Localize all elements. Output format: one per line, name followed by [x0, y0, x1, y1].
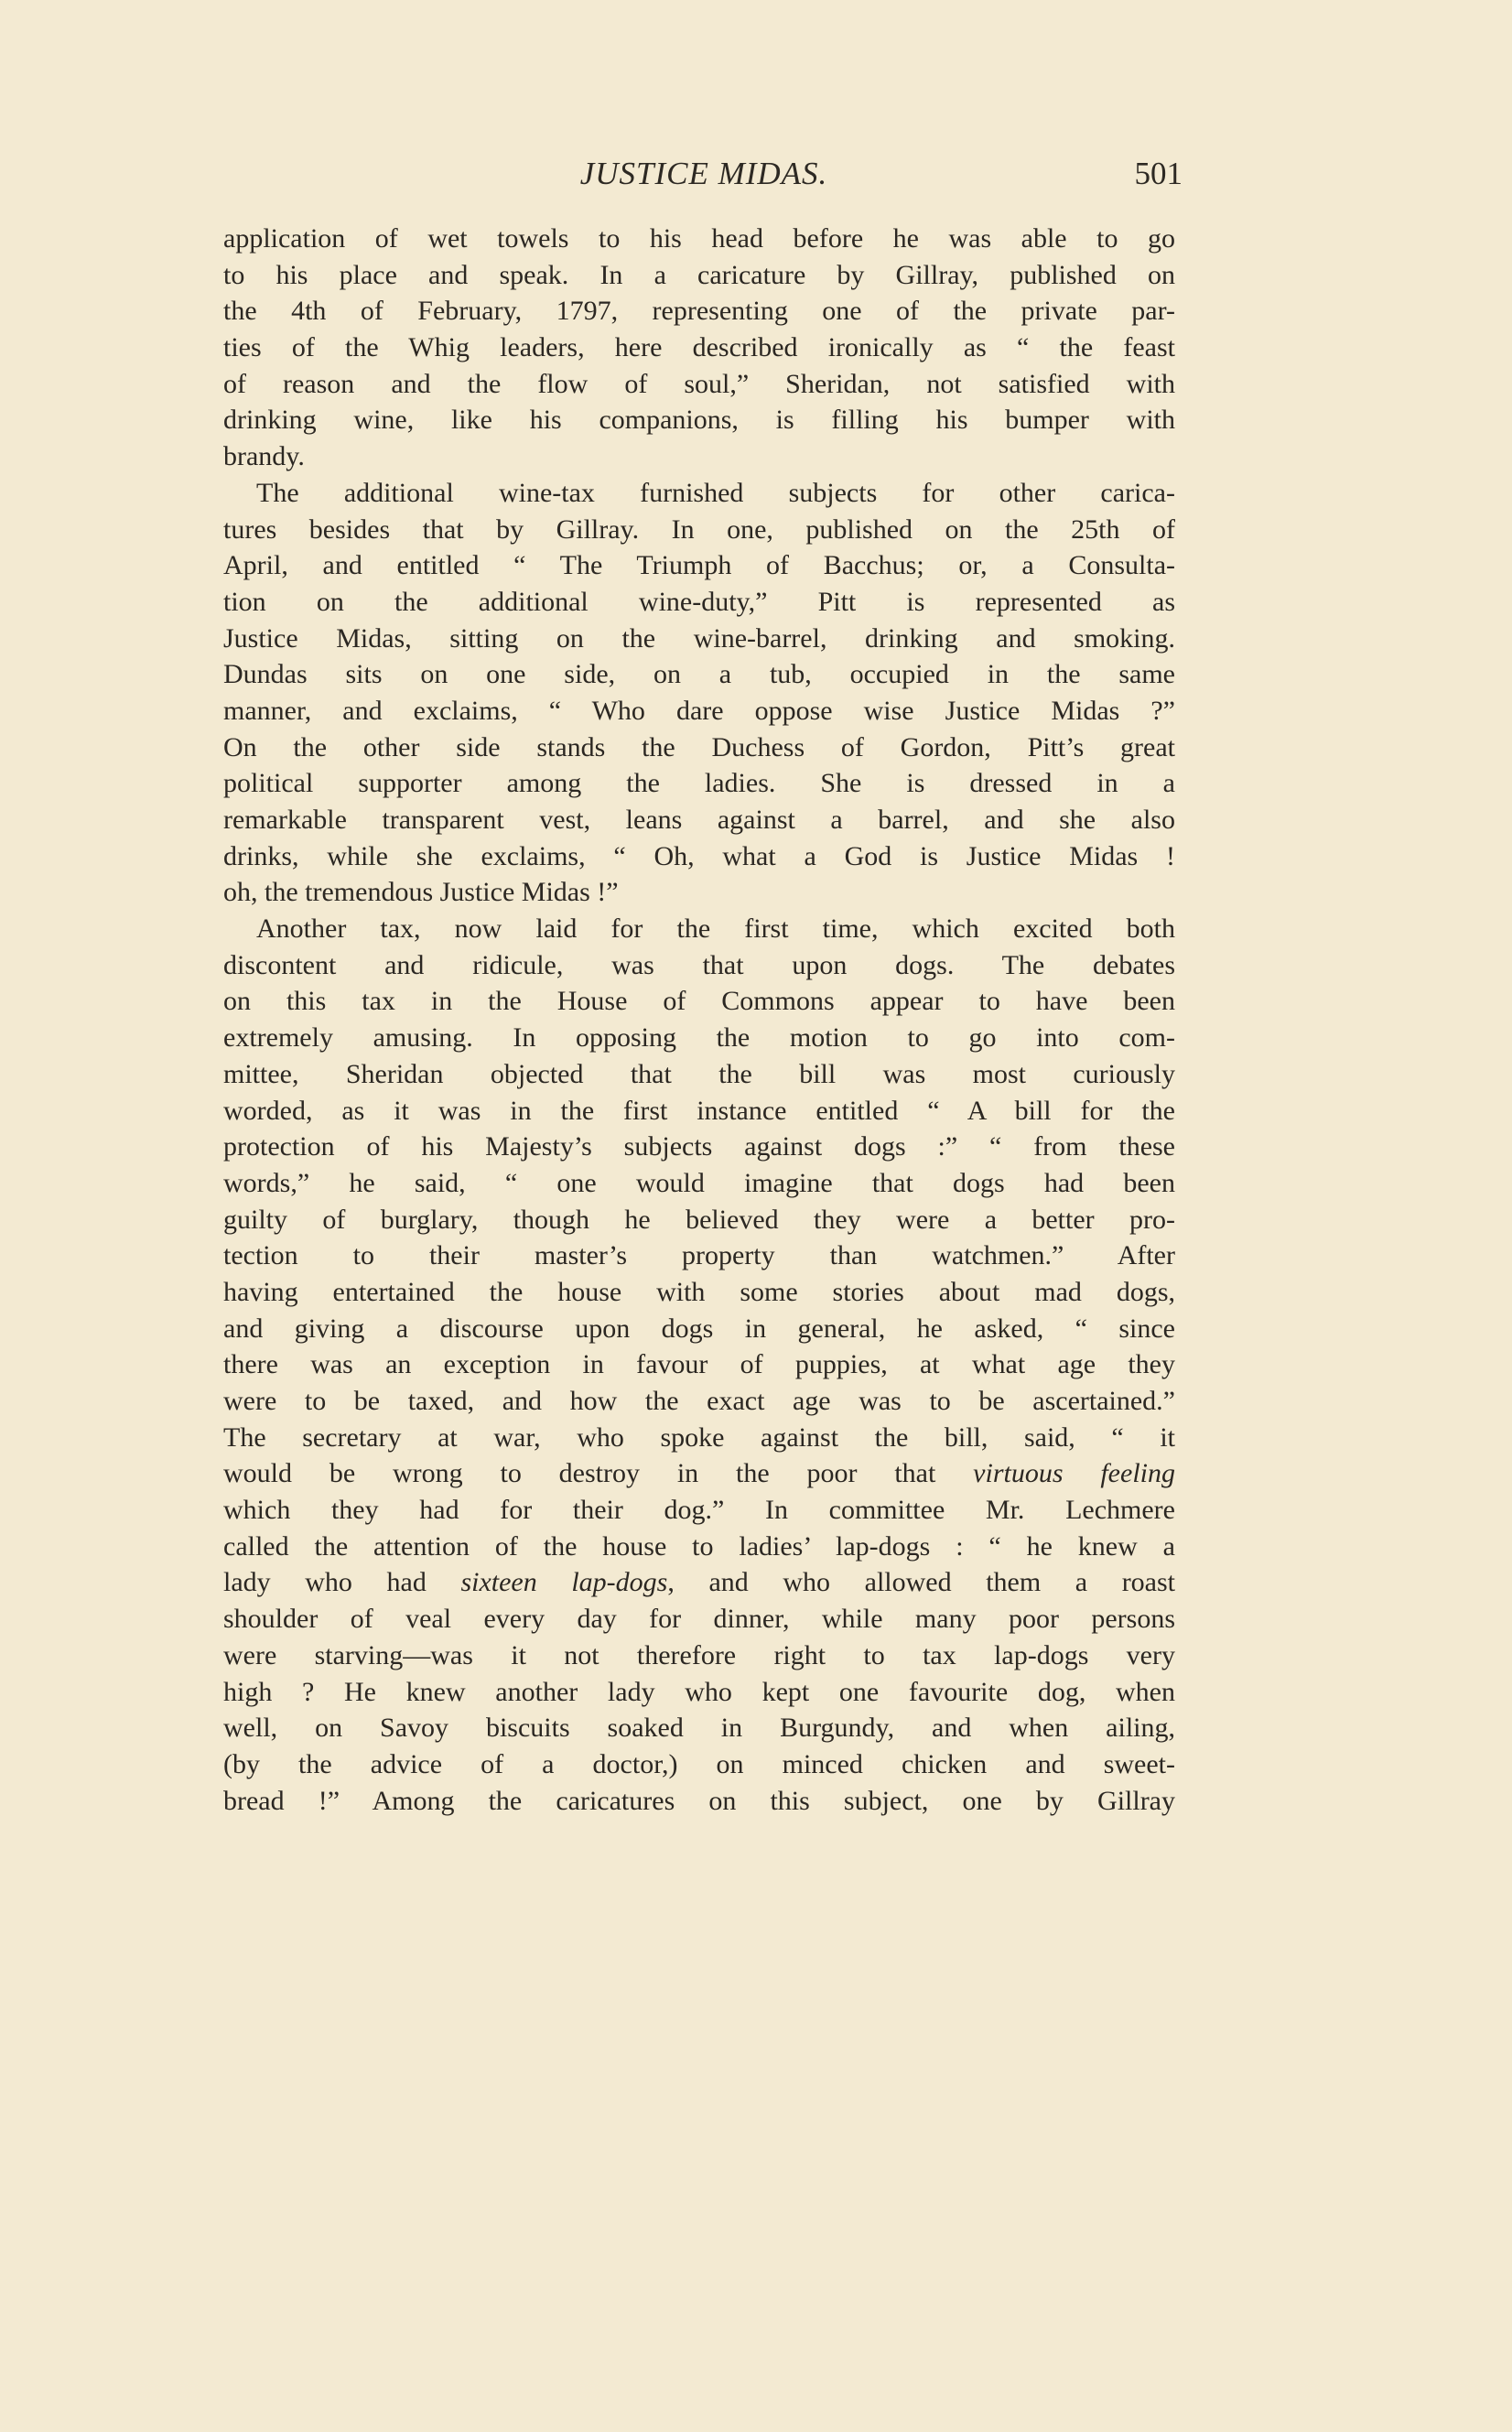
- text-segment: to his place and speak. In a caricature by Gillray, published on: [223, 259, 1175, 290]
- text-line: [223, 1601, 1175, 1638]
- text-line: [223, 1238, 1175, 1274]
- text-segment: brandy.: [223, 441, 305, 472]
- text-segment: political supporter among the ladies. She is dressed in a: [223, 768, 1175, 799]
- text-line: [223, 1311, 1175, 1347]
- text-line: [223, 1346, 1175, 1383]
- text-line: [223, 693, 1175, 730]
- text-segment: , and who allowed them a roast: [667, 1567, 1176, 1598]
- text-line: [223, 765, 1175, 802]
- text-segment: Justice Midas, sitting on the wine-barrel, drinking and smoking.: [223, 622, 1175, 654]
- body-text: [223, 221, 1175, 1819]
- text-segment: on this tax in the House of Commons appear to have been: [223, 986, 1175, 1017]
- text-line: [223, 1492, 1175, 1529]
- text-line: [223, 1274, 1175, 1311]
- text-segment: extremely amusing. In opposing the motion to go into com-: [223, 1022, 1175, 1054]
- text-segment: The additional wine-tax furnished subjects for other carica-: [256, 477, 1175, 508]
- text-segment: having entertained the house with some stories about mad dogs,: [223, 1276, 1175, 1307]
- text-segment: Another tax, now laid for the first time, which excited both: [256, 913, 1175, 945]
- text-line: [223, 1710, 1175, 1746]
- text-line: [223, 802, 1175, 838]
- text-line: [223, 1783, 1175, 1820]
- text-line: [223, 257, 1175, 294]
- page-header: [225, 156, 1183, 211]
- text-segment: ties of the Whig leaders, here described ironically as “ the feast: [223, 332, 1175, 363]
- text-segment: there was an exception in favour of puppies, at what age they: [223, 1349, 1175, 1380]
- text-segment: bread !” Among the caricatures on this subject, one by Gillray: [223, 1785, 1175, 1816]
- text-segment: would be wrong to destroy in the poor that: [223, 1458, 974, 1489]
- text-line: [223, 1455, 1175, 1492]
- text-line: [223, 1420, 1175, 1456]
- text-line: [223, 366, 1175, 403]
- text-line: [223, 1020, 1175, 1056]
- italic-text: virtuous feeling: [973, 1458, 1175, 1489]
- text-line: [223, 221, 1175, 257]
- text-line: [223, 1383, 1175, 1420]
- text-segment: which they had for their dog.” In committee Mr. Lechmere: [223, 1495, 1175, 1526]
- text-line: [223, 402, 1175, 438]
- text-line: [223, 1529, 1175, 1565]
- text-segment: April, and entitled “ The Triumph of Bacchus; or, a Consulta-: [223, 550, 1175, 581]
- text-line: [223, 330, 1175, 366]
- text-line: [223, 1746, 1175, 1783]
- text-line: [223, 438, 1175, 475]
- text-segment: application of wet towels to his head before he was able to go: [223, 223, 1175, 254]
- text-line: [223, 911, 1175, 947]
- text-line: [223, 475, 1175, 512]
- text-line: [223, 1674, 1175, 1711]
- text-segment: and giving a discourse upon dogs in general, he asked, “ since: [223, 1313, 1175, 1344]
- text-segment: discontent and ridicule, was that upon dogs. The debates: [223, 949, 1175, 980]
- text-line: [223, 838, 1175, 875]
- text-segment: the 4th of February, 1797, representing one of the private par-: [223, 296, 1175, 327]
- text-segment: remarkable transparent vest, leans against a barrel, and she also: [223, 805, 1175, 835]
- text-line: [223, 1165, 1175, 1202]
- text-segment: high ? He knew another lady who kept one favourite dog, when: [223, 1676, 1175, 1707]
- text-line: [223, 512, 1175, 548]
- text-segment: On the other side stands the Duchess of Gordon, Pitt’s great: [223, 731, 1175, 762]
- text-segment: The secretary at war, who spoke against the bill, said, “ it: [223, 1421, 1175, 1453]
- text-line: [223, 1638, 1175, 1674]
- text-segment: mittee, Sheridan objected that the bill was most curiously: [223, 1058, 1175, 1089]
- text-segment: Dundas sits on one side, on a tub, occupied in the same: [223, 659, 1175, 690]
- italic-text: sixteen lap-dogs: [460, 1567, 668, 1598]
- text-line: [223, 293, 1175, 330]
- page-number: 501: [1134, 156, 1183, 191]
- text-line: [223, 1093, 1175, 1130]
- text-segment: well, on Savoy biscuits soaked in Burgundy, and when ailing,: [223, 1713, 1175, 1744]
- text-segment: of reason and the flow of soul,” Sheridan, not satisfied with: [223, 368, 1175, 399]
- text-line: [223, 947, 1175, 984]
- text-segment: tection to their master’s property than watchmen.” After: [223, 1240, 1175, 1271]
- text-line: [223, 584, 1175, 621]
- text-segment: were starving—was it not therefore right to tax lap-dogs very: [223, 1639, 1175, 1670]
- text-line: [223, 730, 1175, 766]
- text-segment: drinks, while she exclaims, “ Oh, what a God is Justice Midas !: [223, 840, 1175, 871]
- text-line: [223, 1056, 1175, 1093]
- text-segment: oh, the tremendous Justice Midas !”: [223, 877, 619, 908]
- text-segment: drinking wine, like his companions, is filling his bumper with: [223, 405, 1175, 436]
- text-line: [223, 1202, 1175, 1238]
- text-segment: words,” he said, “ one would imagine that dogs had been: [223, 1167, 1175, 1198]
- text-segment: manner, and exclaims, “ Who dare oppose wise Justice Midas ?”: [223, 695, 1175, 726]
- text-segment: tion on the additional wine-duty,” Pitt is represented as: [223, 586, 1175, 617]
- text-segment: (by the advice of a doctor,) on minced chicken and sweet-: [223, 1748, 1175, 1779]
- text-segment: worded, as it was in the first instance entitled “ A bill for the: [223, 1095, 1175, 1126]
- text-segment: were to be taxed, and how the exact age was to be ascertained.”: [223, 1386, 1175, 1416]
- text-segment: guilty of burglary, though he believed they were a better pro-: [223, 1204, 1175, 1235]
- text-line: [223, 874, 1175, 911]
- text-line: [223, 547, 1175, 584]
- text-segment: protection of his Majesty’s subjects against dogs :” “ from these: [223, 1131, 1175, 1162]
- text-segment: called the attention of the house to ladies’ lap-dogs : “ he knew a: [223, 1530, 1175, 1562]
- text-line: [223, 1564, 1175, 1601]
- text-segment: shoulder of veal every day for dinner, while many poor persons: [223, 1604, 1175, 1635]
- text-line: [223, 1129, 1175, 1165]
- text-line: [223, 621, 1175, 657]
- text-segment: tures besides that by Gillray. In one, published on the 25th of: [223, 513, 1175, 545]
- text-line: [223, 656, 1175, 693]
- text-segment: lady who had: [223, 1567, 461, 1598]
- text-line: [223, 983, 1175, 1020]
- running-title: JUSTICE MIDAS.: [579, 156, 828, 191]
